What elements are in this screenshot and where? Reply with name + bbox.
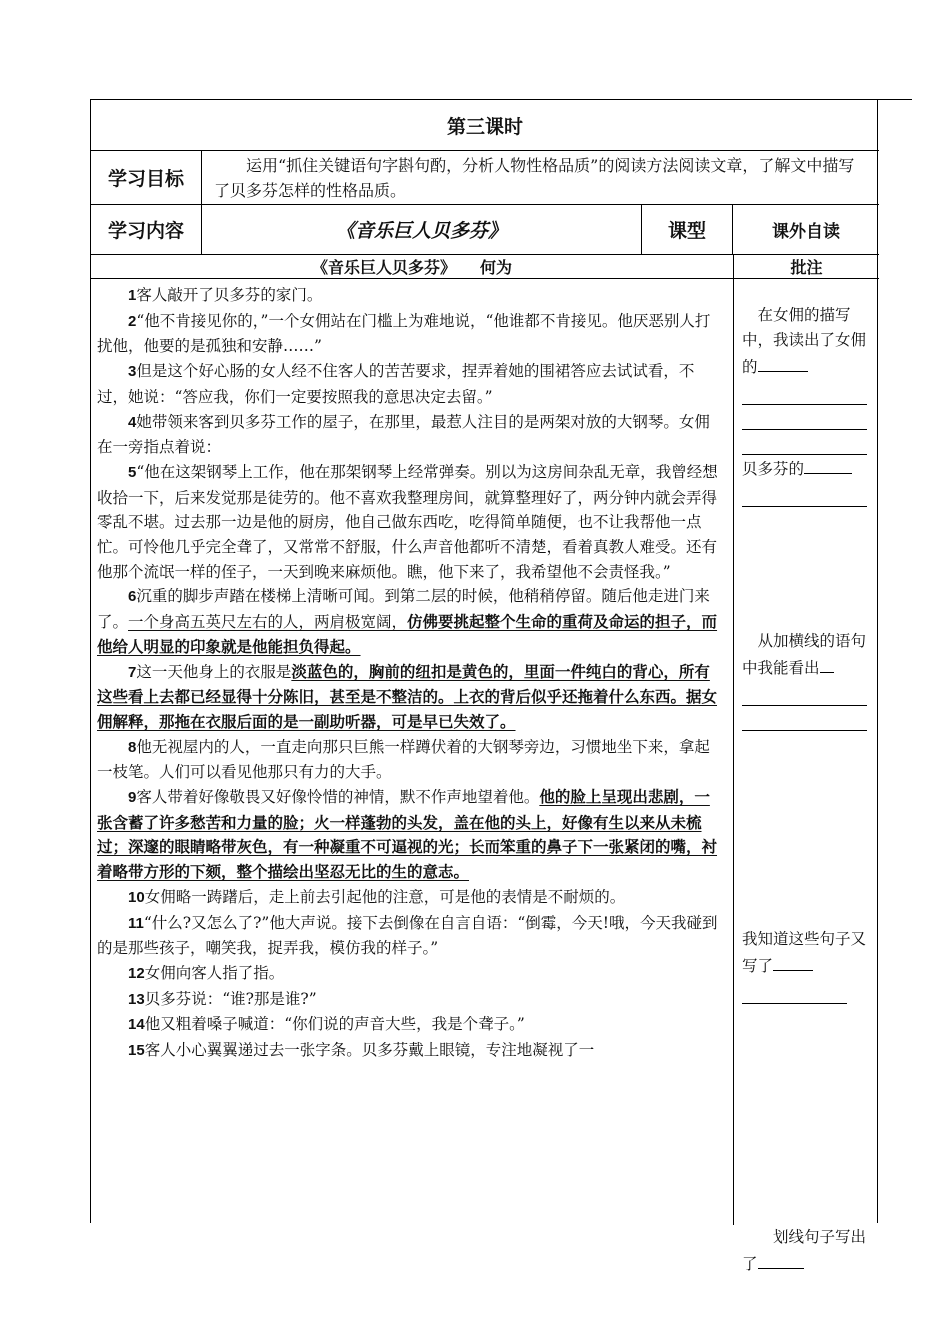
paragraph: 7这一天他身上的衣服是淡蓝色的，胸前的纽扣是黄色的，里面一件纯白的背心，所有这些看上去都已经显得十分陈旧，甚至是不整洁的。上衣的背后似乎还拖着什么东西。据女佣解释，那拖在衣服后面的是一副助听器，可是早已失效了。 xyxy=(97,661,718,731)
paragraph: 6沉重的脚步声踏在楼梯上清晰可闻。到第二层的时候，他稍稍停留。随后他走进门来了。一个身高五英尺左右的人，两肩极宽阔，仿佛要挑起整个生命的重荷及命运的担子，而他给人明显的印象就是他能担负得起。 xyxy=(97,587,718,656)
article-title: 《音乐巨人贝多芬》 xyxy=(311,258,456,277)
answer-blank[interactable] xyxy=(820,654,834,673)
paragraph: 3但是这个好心肠的女人经不住客人的苦苦要求，捏弄着她的围裙答应去试试看，不过，她说：“答应我，你们一定要按照我的意思决定去留。” xyxy=(97,362,695,406)
answer-blank[interactable] xyxy=(742,482,867,507)
bold-underlined-sentence: 他的脸上呈现出悲剧，一张含蓄了许多愁苦和力量的脸；火一样蓬勃的头发，盖在他的头上，好像有生以来从未梳过；深邃的眼睛略带灰色，有一种凝重不可逼视的光；长而笨重的鼻子下一张紧闭的嘴，衬着略带方形的下颏，整个描绘出坚忍无比的生的意志。 xyxy=(97,787,718,882)
notes-column xyxy=(734,279,879,1273)
goal-text: 运用“抓住关键语句字斟句酌，分析人物性格品质”的阅读方法阅读文章，了解文中描写了贝多芬怎样的性格品质。 xyxy=(214,156,855,200)
answer-blank[interactable] xyxy=(742,380,867,405)
lesson-title: 《音乐巨人贝多芬》 xyxy=(335,220,507,242)
bold-underlined-sentence: 淡蓝色的，胸前的纽扣是黄色的，里面一件纯白的背心，所有这些看上去都已经显得十分陈旧，甚至是不整洁的。上衣的背后似乎还拖着什么东西。据女佣解释，那拖在衣服后面的是一副助听器，可是早已失效了。 xyxy=(97,661,718,731)
type-value: 课外自读 xyxy=(772,222,840,242)
answer-blank[interactable] xyxy=(804,455,852,474)
paragraph: 10女佣略一踌躇后，走上前去引起他的注意，可是他的表情是不耐烦的。 xyxy=(128,887,626,906)
answer-blank[interactable] xyxy=(773,952,813,971)
answer-blank[interactable] xyxy=(742,706,867,731)
paragraph: 2“他不肯接见你的，”一个女佣站在门槛上为难地说，“他谁都不肯接见。他厌恶别人打扰他，他要的是孤独和安静……” xyxy=(97,311,711,356)
answer-blank[interactable] xyxy=(758,353,808,372)
notes-header: 批注 xyxy=(790,258,823,277)
article-body xyxy=(91,279,733,1224)
bold-underlined-sentence: 仿佛要挑起整个生命的重荷及命运的担子，而他给人明显的印象就是他能担负得起。 xyxy=(97,612,718,656)
paragraph: 12女佣向客人指了指。 xyxy=(128,963,285,982)
paragraph: 4她带领来客到贝多芬工作的屋子，在那里，最惹人注目的是两架对放的大钢琴。女佣在一旁指点着说： xyxy=(97,412,710,457)
note-text: 贝多芬的 xyxy=(742,460,805,478)
paragraph: 1客人敲开了贝多芬的家门。 xyxy=(128,286,323,304)
paragraph: 13贝多芬说：“谁?那是谁?” xyxy=(128,989,317,1008)
page-title: 第三课时 xyxy=(446,115,523,138)
article-author: 何为 xyxy=(480,258,513,277)
note-text: 从加横线的语句中我能看出 xyxy=(742,632,867,677)
underlined-sentence: 一个身高五英尺左右的人，两肩极宽阔， xyxy=(128,613,408,632)
paragraph: 15客人小心翼翼递过去一张字条。贝多芬戴上眼镜，专注地凝视了一 xyxy=(128,1041,595,1060)
answer-blank[interactable] xyxy=(742,430,867,455)
answer-blank[interactable] xyxy=(742,979,847,1004)
content-label: 学习内容 xyxy=(107,220,184,242)
note-text: 我知道这些句子又写了 xyxy=(742,930,867,975)
note-servant xyxy=(742,303,867,507)
article-header xyxy=(91,255,733,278)
note-underline xyxy=(742,629,867,731)
answer-blank[interactable] xyxy=(742,681,867,706)
paragraph: 9客人带着好像敬畏又好像怜惜的神情，默不作声地望着他。他的脸上呈现出悲剧，一张含蓄了许多愁苦和力量的脸；火一样蓬勃的头发，盖在他的头上，好像有生以来从未梳过；深邃的眼睛略带灰色，有一种凝重不可逼视的光；长而笨重的鼻子下一张紧闭的嘴，衬着略带方形的下颏，整个描绘出坚忍无比的生的意志。 xyxy=(97,787,718,882)
note-text: 在女佣的描写中，我读出了女佣的 xyxy=(742,306,867,376)
type-label: 课型 xyxy=(667,220,706,242)
paragraph: 14他又粗着嗓子喊道：“你们说的声音大些，我是个聋子。” xyxy=(128,1015,525,1034)
note-marked xyxy=(742,1225,867,1277)
note-sentences xyxy=(742,927,867,1004)
answer-blank[interactable] xyxy=(742,405,867,430)
lesson-table xyxy=(90,99,878,1273)
paragraph: 8他无视屋内的人，一直走向那只巨熊一样蹲伏着的大钢琴旁边，习惯地坐下来，拿起一枝笔。人们可以看见他那只有力的大手。 xyxy=(97,737,710,782)
paragraph: 5“他在这架钢琴上工作，他在那架钢琴上经常弹奏。别以为这房间杂乱无章，我曾经想收拾一下，后来发觉那是徒劳的。他不喜欢我整理房间，就算整理好了，两分钟内就会弄得零乱不堪。过去那一边是他的厨房，他自己做东西吃，吃得简单随便，也不让我帮他一点忙。可怜他几乎完全聋了，又常常不舒服，什么声音他都听不清楚，看着真教人难受。还有他那个流氓一样的侄子，一天到晚来麻烦他。瞧，他下来了，我希望他不会责怪我。” xyxy=(97,462,718,581)
paragraph: 11“什么?又怎么了?”他大声说。接下去倒像在自言自语：“倒霉，今天!哦，今天我碰到的是那些孩子，嘲笑我，捉弄我，模仿我的样子。” xyxy=(97,913,718,958)
answer-blank[interactable] xyxy=(758,1250,804,1269)
goal-label: 学习目标 xyxy=(107,168,184,190)
note-text: 划线句子写出了 xyxy=(742,1228,867,1273)
